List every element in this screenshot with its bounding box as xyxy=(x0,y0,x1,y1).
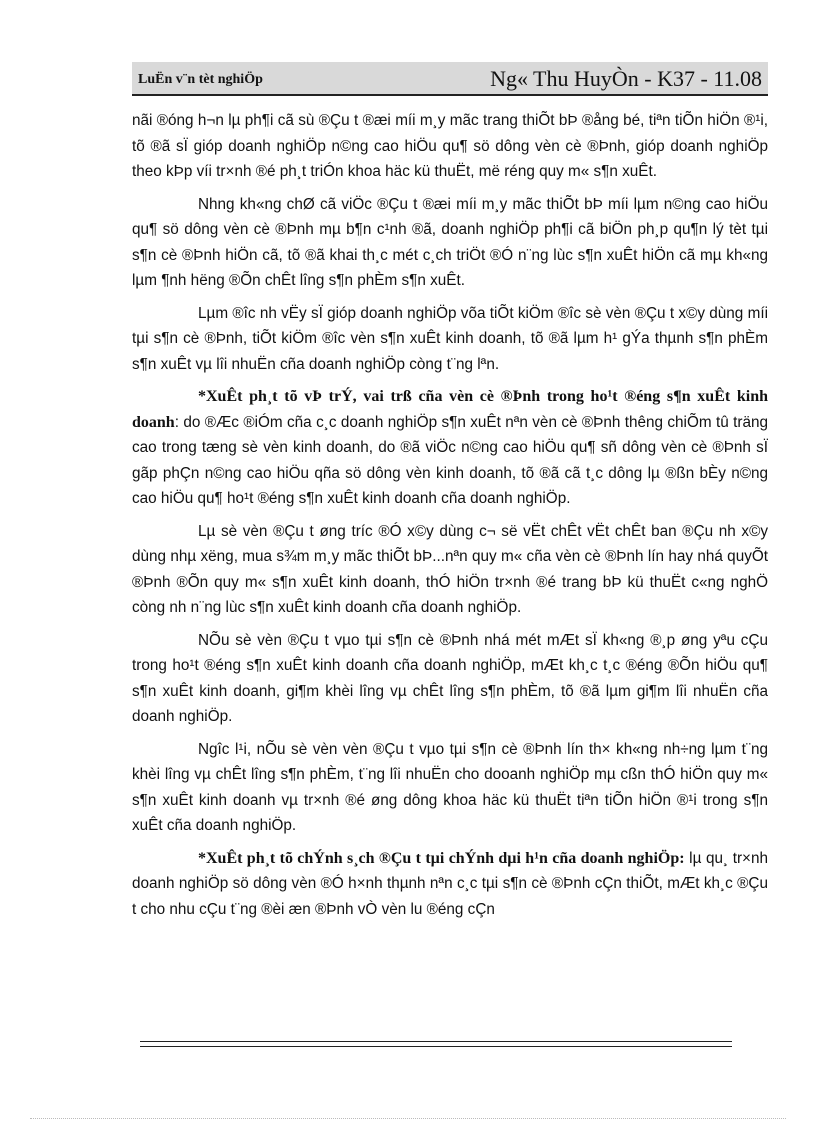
footer-rule xyxy=(140,1046,732,1047)
paragraph: *XuÊt ph¸t tõ vÞ trÝ, vai trß cña vèn cè ®Þnh trong ho¹t ®éng s¶n xuÊt kinh doanh: do ®Æc ®iÓm cña c¸c doanh nghiÖp s¶n xuÊt nªn vèn cè ®Þnh thêng chiÕm tû träng cao trong tæng sè vèn kinh doanh, do ®ã viÖc n©ng cao hiÖu qu¶ sñ dông vèn cè ®Þnh sÏ gãp phÇn n©ng cao hiÖu qña sö dông vèn kinh doanh, tõ ®ã cã t¸c dông lµ ®ßn bÈy n©ng cao hiÖu qu¶ ho¹t ®éng s¶n xuÊt kinh doanh cña doanh nghiÖp. xyxy=(132,388,768,507)
paragraph: *XuÊt ph¸t tõ chÝnh s¸ch ®Çu t tµi chÝnh dµi h¹n cña doanh nghiÖp: lµ qu¸ tr×nh doanh nghiÖp sö dông vèn ®Ó h×nh thµnh nªn c¸c tµi s¶n cè ®Þnh cÇn thiÕt, mÆt kh¸c ®Çu t cho nhu cÇu t¨ng ®èi æn ®Þnh vÒ vèn lu ®éng cÇn xyxy=(132,849,768,918)
paragraph: NÕu sè vèn ®Çu t vµo tµi s¶n cè ®Þnh nhá mét mÆt sÏ kh«ng ®¸p øng yªu cÇu trong ho¹t ®éng s¶n xuÊt kinh doanh cña doanh nghiÖp, mÆt kh¸c t¸c ®éng ®Õn hiÖu qu¶ s¶n xuÊt kinh doanh, gi¶m khèi lîng vµ chÊt lîng s¶n phÈm, tõ ®ã lµm gi¶m lîi nhuËn cña doanh nghiÖp. xyxy=(132,631,768,725)
paragraph-heading: *XuÊt ph¸t tõ chÝnh s¸ch ®Çu t tµi chÝnh dµi h¹n cña doanh nghiÖp: xyxy=(198,849,685,867)
paragraph: Lµm ®îc nh vËy sÏ gióp doanh nghiÖp võa tiÕt kiÖm ®îc sè vèn ®Çu t x©y dùng míi tµi s¶n cè ®Þnh, tiÕt kiÖm ®îc vèn s¶n xuÊt kinh doanh, tõ ®ã lµm h¹ gÝa thµnh s¶n phÈm s¶n xuÊt vµ lîi nhuËn cña doanh nghiÖp còng t¨ng lªn. xyxy=(132,304,768,373)
paragraph: nãi ®óng h¬n lµ ph¶i cã sù ®Çu t ®æi míi m¸y mãc trang thiÕt bÞ ®ång bé, tiªn tiÕn hiÖn ®¹i, tõ ®ã sÏ gióp doanh nghiÖp n©ng cao hiÖu qu¶ sö dông vèn cè ®Þnh, gióp doanh nghiÖp theo kÞp víi tr×nh ®é ph¸t triÓn khoa häc kü thuËt, më réng quy m« s¶n xuÊt. xyxy=(132,112,768,180)
page-header xyxy=(132,62,768,96)
page-edge-guide xyxy=(30,1118,786,1119)
header-thesis-label: LuËn v¨n tèt nghiÖp xyxy=(138,72,263,87)
header-author-label: Ng« Thu HuyÒn - K37 - 11.08 xyxy=(490,66,762,91)
paragraph: Nhng kh«ng chØ cã viÖc ®Çu t ®æi míi m¸y mãc thiÕt bÞ míi lµm n©ng cao hiÖu qu¶ sö dông vèn cè ®Þnh mµ b¶n c¹nh ®ã, doanh nghiÖp ph¶i cã biÖn ph¸p qu¶n lý tèt tµi s¶n cè ®Þnh hiÖn cã, tõ ®ã khai th¸c mét c¸ch triÖt ®Ó n¨ng lùc s¶n xuÊt hiÖn cã mµ kh«ng lµm ¶nh hëng ®Õn chÊt lîng s¶n phÈm s¶n xuÊt. xyxy=(132,195,768,289)
paragraph-heading: *XuÊt ph¸t tõ vÞ trÝ, vai trß cña vèn cè ®Þnh trong ho¹t ®éng s¶n xuÊt kinh doanh xyxy=(132,388,768,431)
body-text xyxy=(132,108,768,929)
paragraph: Lµ sè vèn ®Çu t øng tríc ®Ó x©y dùng c¬ së vËt chÊt vËt chÊt ban ®Çu nh x©y dùng nhµ xëng, mua s¾m m¸y mãc thiÕt bÞ...nªn quy m« cña vèn cè ®Þnh lín hay nhá quyÕt ®Þnh ®Õn quy m« s¶n xuÊt kinh doanh, thÓ hiÖn tr×nh ®é trang bÞ kü thuËt c«ng nghÖ còng nh n¨ng lùc s¶n xuÊt kinh doanh cña doanh nghiÖp. xyxy=(132,522,768,616)
paragraph: Ngîc l¹i, nÕu sè vèn vèn ®Çu t vµo tµi s¶n cè ®Þnh lín th× kh«ng nh÷ng lµm t¨ng khèi lîng vµ chÊt lîng s¶n phÈm, t¨ng lîi nhuËn cho dooanh nghiÖp mµ cßn thÓ hiÖn quy m« s¶n xuÊt kinh doanh vµ tr×nh ®é øng dông khoa häc kü thuËt tiªn tiÕn hiÖn ®¹i trong s¶n xuÊt cña doanh nghiÖp. xyxy=(132,740,768,834)
footer-rule xyxy=(140,1041,732,1042)
